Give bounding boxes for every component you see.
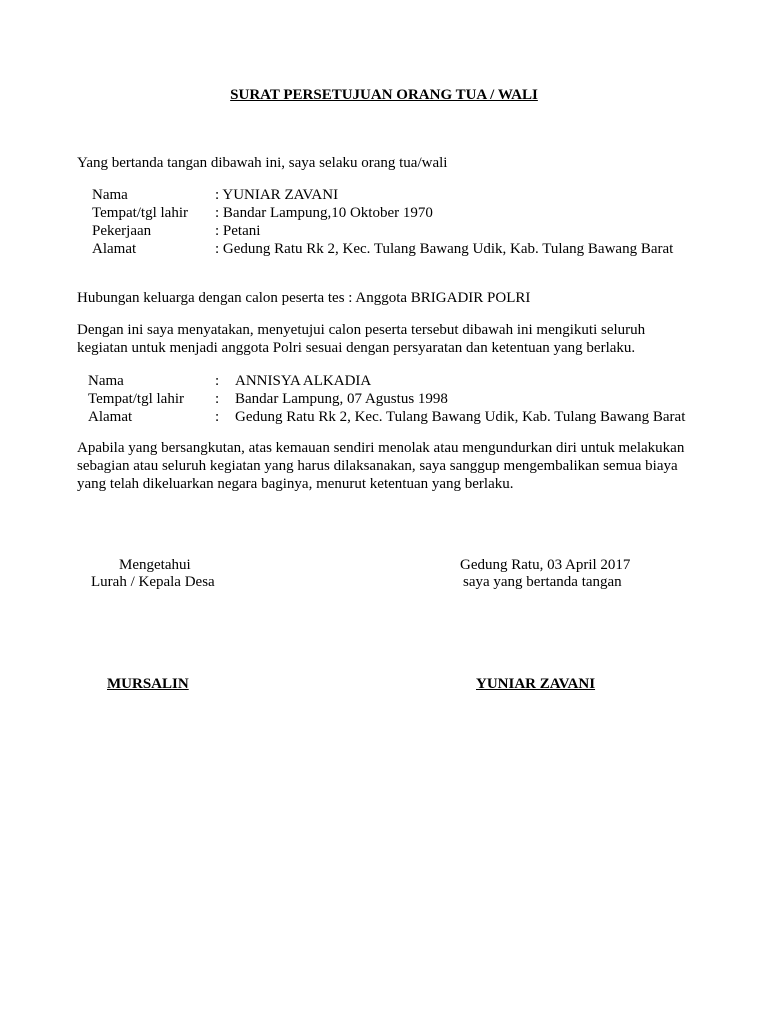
relation-text: Hubungan keluarga dengan calon peserta tes : Anggota BRIGADIR POLRI	[77, 290, 531, 306]
left-signature-role: Lurah / Kepala Desa	[91, 574, 215, 590]
closing-line-1: Apabila yang bersangkutan, atas kemauan sendiri menolak atau mengundurkan diri untuk melakukan	[77, 440, 685, 456]
candidate-birth-value: Bandar Lampung, 07 Agustus 1998	[235, 391, 448, 407]
parent-name-label: Nama	[92, 187, 128, 203]
parent-address-value: : Gedung Ratu Rk 2, Kec. Tulang Bawang Udik, Kab. Tulang Bawang Barat	[215, 241, 674, 257]
statement-line-2: kegiatan untuk menjadi anggota Polri sesuai dengan persyaratan dan ketentuan yang berlaku.	[77, 340, 636, 356]
candidate-address-label: Alamat	[88, 409, 133, 425]
candidate-name-value: ANNISYA ALKADIA	[235, 373, 372, 389]
left-signature-caption: Mengetahui	[119, 557, 191, 573]
parent-birth-label: Tempat/tgl lahir	[92, 205, 189, 221]
candidate-info-block	[88, 372, 708, 426]
candidate-address-value: Gedung Ratu Rk 2, Kec. Tulang Bawang Udik, Kab. Tulang Bawang Barat	[235, 409, 686, 425]
parent-address-label: Alamat	[92, 241, 137, 257]
candidate-birth-label: Tempat/tgl lahir	[88, 391, 185, 407]
document-title: SURAT PERSETUJUAN ORANG TUA / WALI	[230, 87, 538, 103]
candidate-name-label: Nama	[88, 373, 124, 389]
candidate-colon: :	[215, 409, 220, 425]
right-signature-caption: saya yang bertanda tangan	[463, 574, 622, 590]
right-signature-date: Gedung Ratu, 03 April 2017	[460, 557, 631, 573]
candidate-colon: :	[215, 391, 220, 407]
intro-text: Yang bertanda tangan dibawah ini, saya selaku orang tua/wali	[77, 155, 448, 171]
closing-line-2: sebagian atau seluruh kegiatan yang harus dilaksanakan, saya sanggup mengembalikan semua biaya	[77, 458, 678, 474]
parent-info-block	[92, 186, 712, 258]
candidate-colon: :	[215, 373, 220, 389]
parent-job-value: : Petani	[215, 223, 261, 239]
parent-birth-value: : Bandar Lampung,10 Oktober 1970	[215, 205, 433, 221]
statement-line-1: Dengan ini saya menyatakan, menyetujui calon peserta tersebut dibawah ini mengikuti seluruh	[77, 322, 646, 338]
parent-name-value: : YUNIAR ZAVANI	[215, 187, 339, 203]
parent-job-label: Pekerjaan	[92, 223, 152, 239]
right-signature-name: YUNIAR ZAVANI	[476, 676, 596, 692]
left-signature-name: MURSALIN	[107, 676, 189, 692]
closing-line-3: yang telah dikeluarkan negara baginya, menurut ketentuan yang berlaku.	[77, 476, 514, 492]
